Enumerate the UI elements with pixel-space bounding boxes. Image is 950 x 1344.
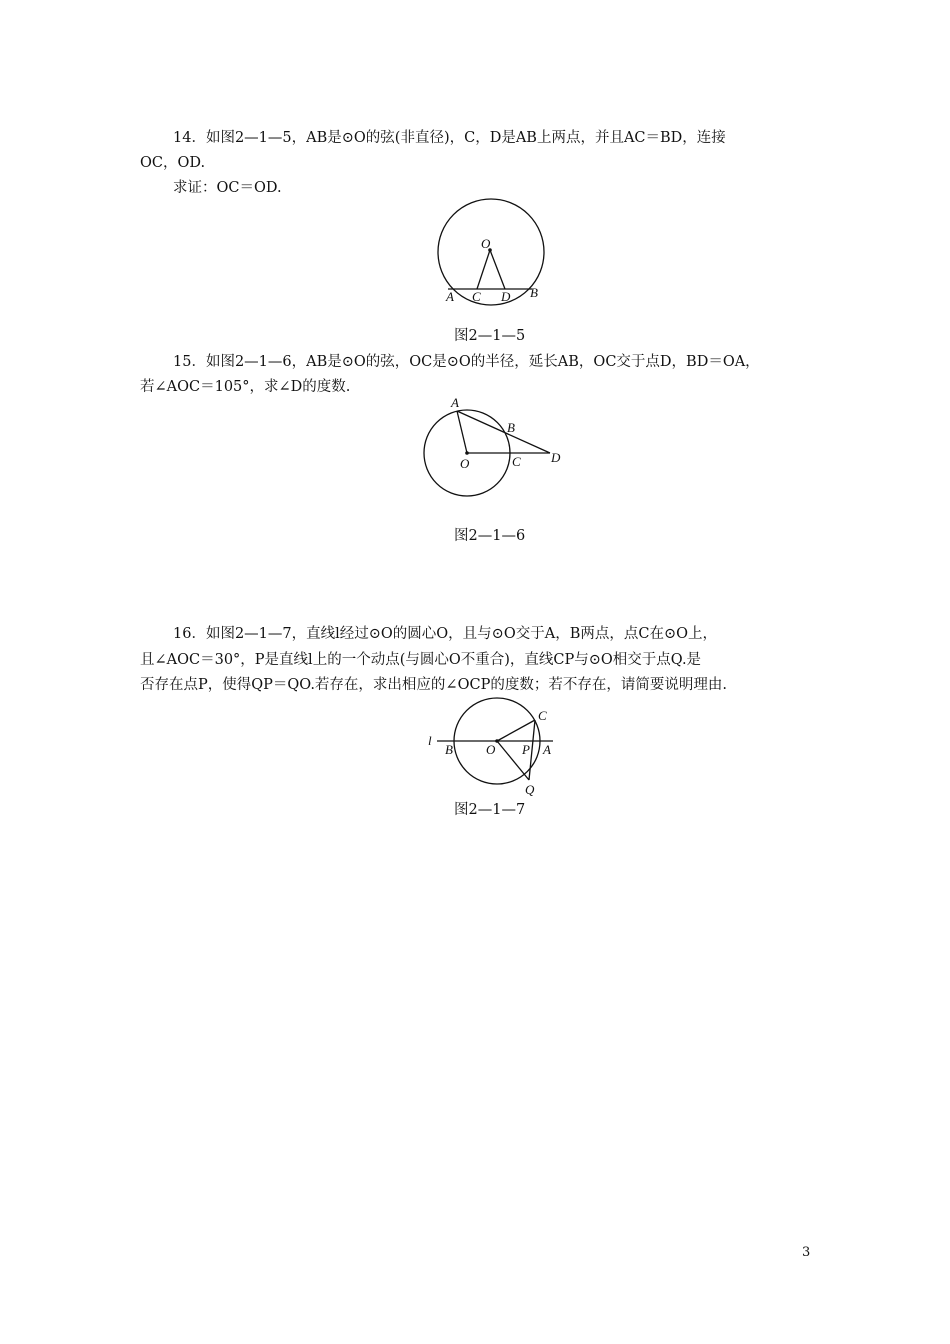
figure-caption-2-1-5: 图2—1—5 — [454, 328, 526, 344]
label-b: B — [445, 742, 453, 757]
problem-16-line-1: 16．如图2—1—7，直线l经过⊙O的圆心O，且与⊙O交于A，B两点，点C在⊙O上， — [173, 626, 717, 642]
figure-2-1-6 — [420, 392, 570, 502]
label-l: l — [428, 733, 432, 748]
problem-14-line-3: 求证：OC＝OD. — [173, 180, 282, 196]
label-p: P — [522, 742, 530, 757]
segment-oc — [477, 250, 490, 289]
label-b: B — [530, 285, 538, 300]
segment-oc — [497, 720, 535, 741]
label-a: A — [446, 289, 454, 304]
label-o: O — [486, 742, 496, 757]
label-c: C — [538, 708, 547, 723]
center-dot — [495, 739, 499, 743]
problem-15-line-2: 若∠AOC＝105°，求∠D的度数. — [140, 379, 351, 395]
figure-2-1-5 — [430, 195, 560, 315]
problem-16-line-3: 否存在点P，使得QP＝QO.若存在，求出相应的∠OCP的度数；若不存在，请简要说明理由. — [140, 677, 727, 693]
figure-2-1-7 — [425, 698, 575, 798]
label-o: O — [460, 456, 470, 471]
center-dot — [465, 451, 469, 455]
problem-14-line-2: OC，OD. — [140, 155, 206, 171]
segment-oa — [457, 411, 467, 453]
problem-16-line-2: 且∠AOC＝30°，P是直线l上的一个动点(与圆心O不重合)，直线CP与⊙O相交于点Q.是 — [140, 652, 702, 668]
problem-14-line-1: 14．如图2—1—5，AB是⊙O的弦(非直径)，C，D是AB上两点，并且AC＝BD，连接 — [173, 130, 726, 146]
figure-caption-2-1-6: 图2—1—6 — [454, 528, 526, 544]
segment-od — [490, 250, 505, 289]
label-d: D — [551, 450, 561, 465]
label-c: C — [472, 289, 481, 304]
problem-15-line-1: 15．如图2—1—6，AB是⊙O的弦，OC是⊙O的半径，延长AB，OC交于点D，BD＝OA， — [173, 354, 760, 370]
label-b: B — [507, 420, 515, 435]
label-d: D — [501, 289, 511, 304]
label-a: A — [543, 742, 551, 757]
figure-caption-2-1-7: 图2—1—7 — [454, 802, 526, 818]
label-c: C — [512, 454, 521, 469]
label-o: O — [481, 236, 491, 251]
label-a: A — [451, 395, 459, 410]
page-number: 3 — [802, 1245, 811, 1260]
segment-ad — [457, 411, 550, 453]
label-q: Q — [525, 782, 535, 797]
